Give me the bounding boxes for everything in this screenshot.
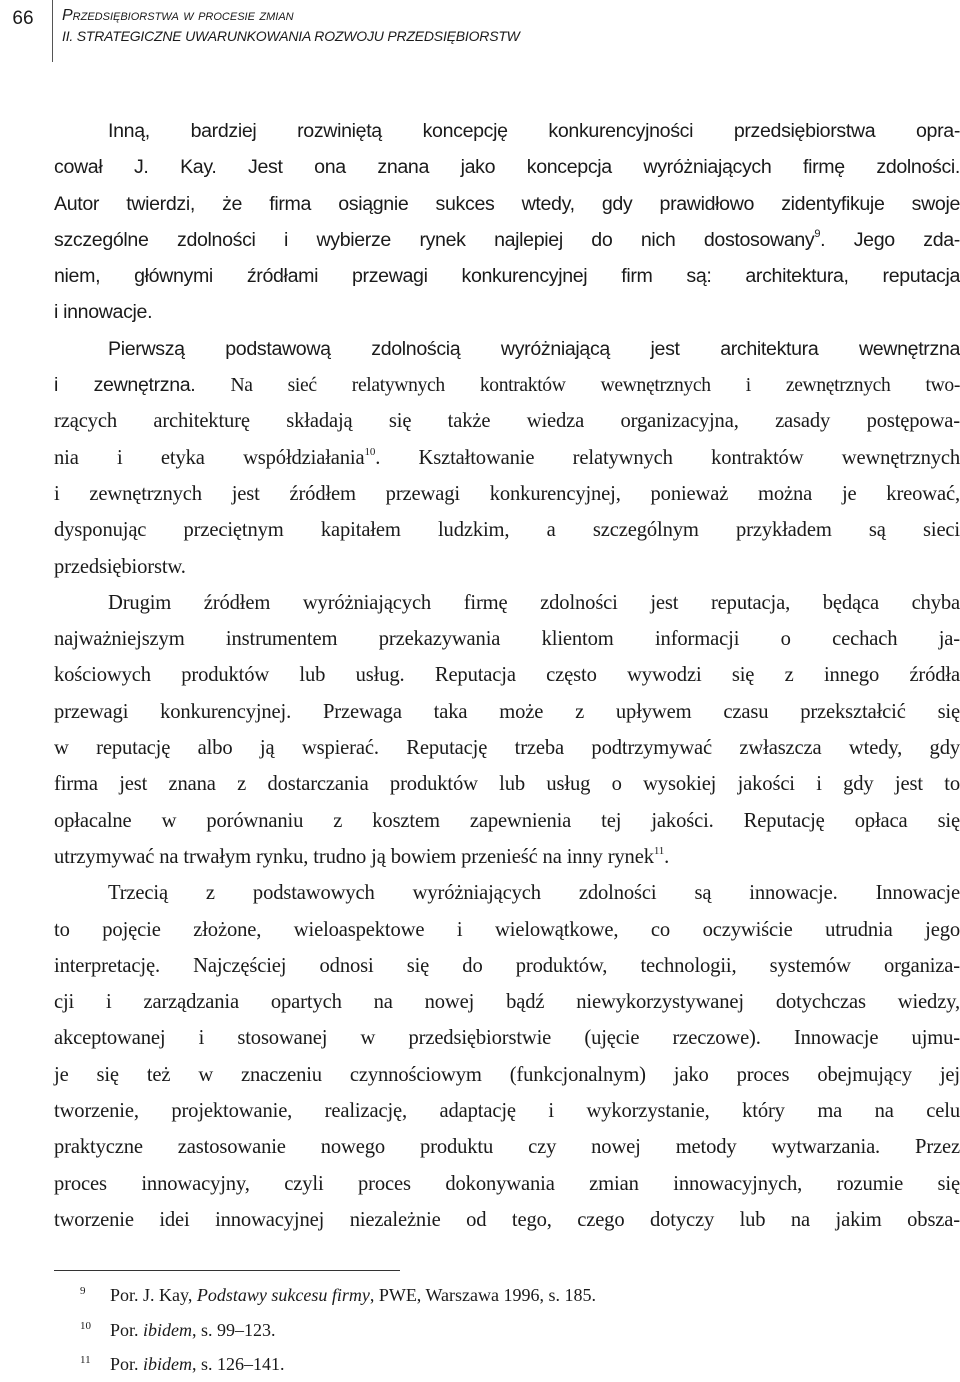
text-line bbox=[54, 367, 960, 403]
footnote-suffix: , s. 126–141. bbox=[192, 1354, 285, 1374]
text-line: akceptowanej i stosowanej w przedsiębiorstwie (ujęcie rzeczowe). Innowacje ujmu- bbox=[54, 1027, 960, 1050]
text-segment: . bbox=[664, 845, 670, 868]
cited-title: Podstawy sukcesu firmy bbox=[196, 1285, 370, 1305]
footnote-ref-9[interactable]: 9 bbox=[814, 227, 821, 240]
text-line: Autor twierdzi, że firma osiągnie sukces wtedy, gdy prawidłowo zidentyfikuje swoje bbox=[54, 192, 960, 215]
text-line: rzących architekturę składają się także wiedza organizacyjna, zasady postępowa- bbox=[54, 410, 960, 433]
footnotes bbox=[54, 1278, 934, 1382]
cited-title: ibidem bbox=[143, 1319, 193, 1340]
main-text bbox=[54, 113, 960, 1238]
footnote-prefix: Por. J. Kay, bbox=[110, 1285, 197, 1305]
text-line: tworzenie, projektowanie, realizację, adaptację i wykorzystanie, który ma na celu bbox=[54, 1100, 960, 1123]
cited-title: ibidem bbox=[143, 1354, 193, 1374]
footnote-10: 10 Por. ibidem, s. 99–123. bbox=[80, 1319, 276, 1340]
text-line: praktyczne zastosowanie nowego produktu czy nowej metody wytwarzania. Przez bbox=[54, 1136, 960, 1159]
text-segment: . Jego zda- bbox=[820, 228, 960, 251]
text-line: najważniejszym instrumentem przekazywania klientom informacji o cechach ja- bbox=[54, 628, 960, 651]
text-line: je się też w znaczeniu czynnościowym (funkcjonalnym) jako proces obejmujący jej bbox=[54, 1063, 960, 1086]
text-line: kościowych produktów lub usług. Reputacja często wywodzi się z innego źródła bbox=[54, 664, 960, 687]
text-line: tworzenie idei innowacyjnej niezależnie od tego, czego dotyczy lub na jakim obsza- bbox=[54, 1208, 960, 1231]
footnote-11: 11 Por. ibidem, s. 126–141. bbox=[80, 1354, 285, 1374]
text-line: dysponując przeciętnym kapitałem ludzkim, a szczególnym przykładem są sieci bbox=[54, 519, 960, 542]
text-line: to pojęcie złożone, wieloaspektowe i wielowątkowe, co oczywiście utrudnia jego bbox=[54, 918, 960, 941]
footnote-ref-11[interactable]: 11 bbox=[653, 844, 665, 857]
text-line: przewagi konkurencyjnej. Przewaga taka może z upływem czasu przekształcić się bbox=[54, 700, 960, 723]
text-line: proces innowacyjny, czyli proces dokonywania zmian innowacyjnych, rozumie się bbox=[54, 1172, 960, 1195]
text-line bbox=[54, 839, 960, 875]
text-segment: szczególne zdolności i wybierze rynek najlepiej do nich dostosowany bbox=[54, 228, 815, 251]
text-line: Inną, bardziej rozwiniętą koncepcję konkurencyjności przedsiębiorstwa opra- bbox=[108, 120, 960, 142]
text-segment: Na sieć relatywnych kontraktów wewnętrznych i zewnętrznych two- bbox=[195, 375, 960, 397]
text-line: Drugim źródłem wyróżniających firmę zdolności jest reputacja, będąca chyba bbox=[108, 591, 960, 614]
text-line: Trzecią z podstawowych wyróżniających zdolności są innowacje. Innowacje bbox=[108, 882, 960, 905]
text-line: niem, głównymi źródłami przewagi konkurencyjnej firm są: architektura, reputacja bbox=[54, 265, 960, 288]
footnote-divider bbox=[54, 1270, 400, 1271]
running-title: Przedsiębiorstwa w procesie zmian bbox=[62, 7, 294, 24]
text-line: opłacalne w porównaniu z kosztem zapewnienia tej jakości. Reputację opłaca się bbox=[54, 809, 960, 832]
text-line: firma jest znana z dostarczania produktów lub usług o wysokiej jakości i gdy jest to bbox=[54, 773, 960, 796]
footnote-text bbox=[110, 1285, 596, 1305]
text-line: cował J. Kay. Jest ona znana jako koncepcja wyróżniających firmę zdolności. bbox=[54, 156, 960, 179]
footnote-9: 9 Por. J. Kay, Podstawy sukcesu firmy, PWE, Warszawa 1996, s. 185. bbox=[80, 1285, 596, 1305]
footnote-prefix: Por. bbox=[110, 1354, 144, 1374]
footnote-text bbox=[110, 1320, 276, 1340]
text-line: Pierwszą podstawową zdolnością wyróżniającą jest architektura wewnętrzna bbox=[108, 337, 960, 360]
header-divider bbox=[52, 0, 53, 62]
footnote-ref-10[interactable]: 10 bbox=[364, 445, 376, 458]
footnote-suffix: , s. 99–123. bbox=[192, 1319, 276, 1340]
text-segment: i zewnętrzna. bbox=[54, 374, 196, 397]
text-segment: utrzymywać na trwałym rynku, trudno ją bowiem przenieść na inny rynek bbox=[54, 845, 654, 868]
text-line: interpretację. Najczęściej odnosi się do produktów, technologii, systemów organiza- bbox=[54, 954, 960, 977]
page-number: 66 bbox=[12, 8, 34, 29]
text-line bbox=[54, 440, 960, 476]
text-line bbox=[54, 222, 960, 258]
running-subtitle: II. STRATEGICZNE UWARUNKOWANIA ROZWOJU PRZEDSIĘBIORSTW bbox=[62, 28, 520, 44]
footnote-prefix: Por. bbox=[110, 1319, 144, 1340]
footnote-text bbox=[110, 1354, 285, 1374]
text-line: i innowacje. bbox=[54, 301, 153, 324]
text-line: przedsiębiorstw. bbox=[54, 555, 186, 578]
running-header bbox=[62, 6, 520, 46]
text-line: cji i zarządzania opartych na nowej bądź niewykorzystywanej dotychczas wiedzy, bbox=[54, 991, 960, 1014]
text-segment: nia i etyka współdziałania bbox=[54, 446, 365, 469]
footnote-suffix: , PWE, Warszawa 1996, s. 185. bbox=[369, 1285, 596, 1305]
text-segment: . Kształtowanie relatywnych kontraktów wewnętrznych bbox=[375, 446, 960, 469]
text-line: i zewnętrznych jest źródłem przewagi konkurencyjnej, ponieważ można je kreować, bbox=[54, 482, 960, 505]
text-line: w reputację albo ją wspierać. Reputację trzeba podtrzymywać zwłaszcza wtedy, gdy bbox=[54, 737, 960, 760]
